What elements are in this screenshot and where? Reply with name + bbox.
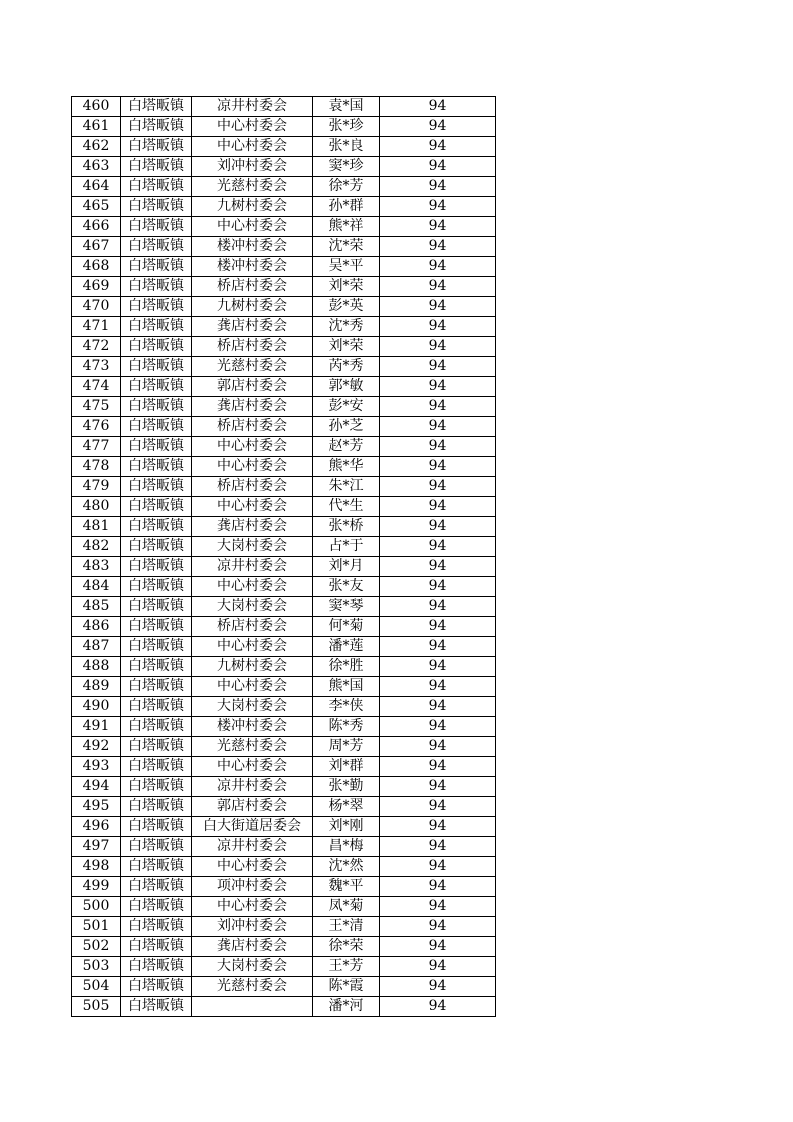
- row-number-cell: 469: [72, 277, 121, 297]
- score-cell: 94: [380, 657, 496, 677]
- town-cell: 白塔畈镇: [121, 297, 192, 317]
- village-committee-cell: 凉井村委会: [192, 97, 313, 117]
- town-cell: 白塔畈镇: [121, 877, 192, 897]
- score-cell: 94: [380, 497, 496, 517]
- score-cell: 94: [380, 557, 496, 577]
- person-name-cell: 代*生: [313, 497, 380, 517]
- village-committee-cell: 桥店村委会: [192, 617, 313, 637]
- table-row: [72, 377, 496, 397]
- town-cell: 白塔畈镇: [121, 677, 192, 697]
- row-number-cell: 496: [72, 817, 121, 837]
- row-number-cell: 486: [72, 617, 121, 637]
- score-cell: 94: [380, 897, 496, 917]
- town-cell: 白塔畈镇: [121, 997, 192, 1017]
- table-row: [72, 757, 496, 777]
- table-row: [72, 677, 496, 697]
- row-number-cell: 505: [72, 997, 121, 1017]
- table-row: [72, 977, 496, 997]
- village-committee-cell: 白大街道居委会: [192, 817, 313, 837]
- row-number-cell: 479: [72, 477, 121, 497]
- row-number-cell: 495: [72, 797, 121, 817]
- score-cell: 94: [380, 757, 496, 777]
- table-row: [72, 117, 496, 137]
- person-name-cell: 周*芳: [313, 737, 380, 757]
- person-name-cell: 孙*芝: [313, 417, 380, 437]
- table-row: [72, 897, 496, 917]
- row-number-cell: 487: [72, 637, 121, 657]
- table-row: [72, 397, 496, 417]
- table-row: [72, 277, 496, 297]
- row-number-cell: 491: [72, 717, 121, 737]
- person-name-cell: 张*勤: [313, 777, 380, 797]
- village-committee-cell: 桥店村委会: [192, 477, 313, 497]
- person-name-cell: 沈*秀: [313, 317, 380, 337]
- town-cell: 白塔畈镇: [121, 957, 192, 977]
- row-number-cell: 465: [72, 197, 121, 217]
- town-cell: 白塔畈镇: [121, 477, 192, 497]
- town-cell: 白塔畈镇: [121, 117, 192, 137]
- score-cell: 94: [380, 777, 496, 797]
- roster-table: [71, 96, 496, 1017]
- row-number-cell: 489: [72, 677, 121, 697]
- person-name-cell: 刘*月: [313, 557, 380, 577]
- town-cell: 白塔畈镇: [121, 357, 192, 377]
- village-committee-cell: 中心村委会: [192, 637, 313, 657]
- village-committee-cell: 九树村委会: [192, 657, 313, 677]
- score-cell: 94: [380, 337, 496, 357]
- person-name-cell: 刘*荣: [313, 337, 380, 357]
- table-row: [72, 957, 496, 977]
- person-name-cell: 朱*江: [313, 477, 380, 497]
- town-cell: 白塔畈镇: [121, 577, 192, 597]
- village-committee-cell: 大岗村委会: [192, 957, 313, 977]
- table-row: [72, 557, 496, 577]
- village-committee-cell: 楼冲村委会: [192, 717, 313, 737]
- town-cell: 白塔畈镇: [121, 317, 192, 337]
- table-row: [72, 217, 496, 237]
- town-cell: 白塔畈镇: [121, 397, 192, 417]
- village-committee-cell: 凉井村委会: [192, 557, 313, 577]
- village-committee-cell: 光慈村委会: [192, 977, 313, 997]
- row-number-cell: 492: [72, 737, 121, 757]
- table-row: [72, 937, 496, 957]
- town-cell: 白塔畈镇: [121, 457, 192, 477]
- table-row: [72, 837, 496, 857]
- table-row: [72, 817, 496, 837]
- row-number-cell: 483: [72, 557, 121, 577]
- person-name-cell: 张*桥: [313, 517, 380, 537]
- score-cell: 94: [380, 137, 496, 157]
- table-row: [72, 477, 496, 497]
- town-cell: 白塔畈镇: [121, 897, 192, 917]
- person-name-cell: 潘*莲: [313, 637, 380, 657]
- village-committee-cell: 九树村委会: [192, 297, 313, 317]
- village-committee-cell: 大岗村委会: [192, 537, 313, 557]
- row-number-cell: 478: [72, 457, 121, 477]
- person-name-cell: 孙*群: [313, 197, 380, 217]
- town-cell: 白塔畈镇: [121, 177, 192, 197]
- score-cell: 94: [380, 697, 496, 717]
- table-row: [72, 537, 496, 557]
- village-committee-cell: 中心村委会: [192, 457, 313, 477]
- row-number-cell: 484: [72, 577, 121, 597]
- person-name-cell: 袁*国: [313, 97, 380, 117]
- table-row: [72, 197, 496, 217]
- row-number-cell: 497: [72, 837, 121, 857]
- person-name-cell: 彭*安: [313, 397, 380, 417]
- person-name-cell: 陈*霞: [313, 977, 380, 997]
- town-cell: 白塔畈镇: [121, 797, 192, 817]
- village-committee-cell: 龚店村委会: [192, 517, 313, 537]
- person-name-cell: 刘*刚: [313, 817, 380, 837]
- person-name-cell: 魏*平: [313, 877, 380, 897]
- person-name-cell: 杨*翠: [313, 797, 380, 817]
- table-row: [72, 577, 496, 597]
- table-row: [72, 97, 496, 117]
- person-name-cell: 昌*梅: [313, 837, 380, 857]
- village-committee-cell: 中心村委会: [192, 857, 313, 877]
- table-row: [72, 617, 496, 637]
- row-number-cell: 477: [72, 437, 121, 457]
- town-cell: 白塔畈镇: [121, 917, 192, 937]
- village-committee-cell: 龚店村委会: [192, 317, 313, 337]
- town-cell: 白塔畈镇: [121, 777, 192, 797]
- row-number-cell: 475: [72, 397, 121, 417]
- score-cell: 94: [380, 937, 496, 957]
- score-cell: 94: [380, 417, 496, 437]
- score-cell: 94: [380, 317, 496, 337]
- table-row: [72, 237, 496, 257]
- person-name-cell: 熊*国: [313, 677, 380, 697]
- table-row: [72, 997, 496, 1017]
- row-number-cell: 467: [72, 237, 121, 257]
- person-name-cell: 彭*英: [313, 297, 380, 317]
- score-cell: 94: [380, 597, 496, 617]
- town-cell: 白塔畈镇: [121, 157, 192, 177]
- row-number-cell: 494: [72, 777, 121, 797]
- row-number-cell: 470: [72, 297, 121, 317]
- table-row: [72, 417, 496, 437]
- village-committee-cell: 中心村委会: [192, 217, 313, 237]
- score-cell: 94: [380, 297, 496, 317]
- village-committee-cell: 中心村委会: [192, 117, 313, 137]
- village-committee-cell: [192, 997, 313, 1017]
- table-row: [72, 517, 496, 537]
- score-cell: 94: [380, 637, 496, 657]
- table-row: [72, 877, 496, 897]
- score-cell: 94: [380, 957, 496, 977]
- person-name-cell: 窦*珍: [313, 157, 380, 177]
- person-name-cell: 王*芳: [313, 957, 380, 977]
- person-name-cell: 李*侠: [313, 697, 380, 717]
- table-row: [72, 797, 496, 817]
- score-cell: 94: [380, 997, 496, 1017]
- table-row: [72, 597, 496, 617]
- village-committee-cell: 中心村委会: [192, 497, 313, 517]
- table-row: [72, 357, 496, 377]
- score-cell: 94: [380, 117, 496, 137]
- row-number-cell: 501: [72, 917, 121, 937]
- village-committee-cell: 桥店村委会: [192, 337, 313, 357]
- table-row: [72, 297, 496, 317]
- person-name-cell: 熊*祥: [313, 217, 380, 237]
- person-name-cell: 张*友: [313, 577, 380, 597]
- table-row: [72, 917, 496, 937]
- person-name-cell: 凤*菊: [313, 897, 380, 917]
- person-name-cell: 占*于: [313, 537, 380, 557]
- town-cell: 白塔畈镇: [121, 737, 192, 757]
- score-cell: 94: [380, 837, 496, 857]
- row-number-cell: 480: [72, 497, 121, 517]
- score-cell: 94: [380, 977, 496, 997]
- table-row: [72, 637, 496, 657]
- village-committee-cell: 中心村委会: [192, 137, 313, 157]
- town-cell: 白塔畈镇: [121, 437, 192, 457]
- score-cell: 94: [380, 437, 496, 457]
- town-cell: 白塔畈镇: [121, 817, 192, 837]
- score-cell: 94: [380, 857, 496, 877]
- score-cell: 94: [380, 217, 496, 237]
- town-cell: 白塔畈镇: [121, 417, 192, 437]
- town-cell: 白塔畈镇: [121, 717, 192, 737]
- table-row: [72, 437, 496, 457]
- village-committee-cell: 刘冲村委会: [192, 917, 313, 937]
- row-number-cell: 472: [72, 337, 121, 357]
- table-row: [72, 777, 496, 797]
- row-number-cell: 460: [72, 97, 121, 117]
- person-name-cell: 窦*琴: [313, 597, 380, 617]
- person-name-cell: 徐*芳: [313, 177, 380, 197]
- town-cell: 白塔畈镇: [121, 537, 192, 557]
- village-committee-cell: 中心村委会: [192, 437, 313, 457]
- row-number-cell: 500: [72, 897, 121, 917]
- town-cell: 白塔畈镇: [121, 637, 192, 657]
- score-cell: 94: [380, 277, 496, 297]
- town-cell: 白塔畈镇: [121, 277, 192, 297]
- village-committee-cell: 桥店村委会: [192, 277, 313, 297]
- score-cell: 94: [380, 257, 496, 277]
- score-cell: 94: [380, 537, 496, 557]
- village-committee-cell: 凉井村委会: [192, 777, 313, 797]
- town-cell: 白塔畈镇: [121, 217, 192, 237]
- person-name-cell: 刘*荣: [313, 277, 380, 297]
- score-cell: 94: [380, 197, 496, 217]
- village-committee-cell: 桥店村委会: [192, 417, 313, 437]
- village-committee-cell: 大岗村委会: [192, 697, 313, 717]
- person-name-cell: 何*菊: [313, 617, 380, 637]
- row-number-cell: 493: [72, 757, 121, 777]
- village-committee-cell: 中心村委会: [192, 757, 313, 777]
- town-cell: 白塔畈镇: [121, 857, 192, 877]
- town-cell: 白塔畈镇: [121, 257, 192, 277]
- score-cell: 94: [380, 617, 496, 637]
- row-number-cell: 502: [72, 937, 121, 957]
- person-name-cell: 陈*秀: [313, 717, 380, 737]
- table-row: [72, 657, 496, 677]
- row-number-cell: 504: [72, 977, 121, 997]
- village-committee-cell: 龚店村委会: [192, 937, 313, 957]
- person-name-cell: 徐*胜: [313, 657, 380, 677]
- score-cell: 94: [380, 517, 496, 537]
- score-cell: 94: [380, 157, 496, 177]
- person-name-cell: 张*良: [313, 137, 380, 157]
- roster-table-body: [72, 97, 496, 1017]
- row-number-cell: 499: [72, 877, 121, 897]
- table-row: [72, 257, 496, 277]
- score-cell: 94: [380, 737, 496, 757]
- score-cell: 94: [380, 577, 496, 597]
- score-cell: 94: [380, 237, 496, 257]
- score-cell: 94: [380, 677, 496, 697]
- row-number-cell: 503: [72, 957, 121, 977]
- town-cell: 白塔畈镇: [121, 517, 192, 537]
- table-row: [72, 177, 496, 197]
- village-committee-cell: 中心村委会: [192, 577, 313, 597]
- person-name-cell: 徐*荣: [313, 937, 380, 957]
- village-committee-cell: 项冲村委会: [192, 877, 313, 897]
- village-committee-cell: 光慈村委会: [192, 177, 313, 197]
- town-cell: 白塔畈镇: [121, 657, 192, 677]
- village-committee-cell: 九树村委会: [192, 197, 313, 217]
- score-cell: 94: [380, 357, 496, 377]
- town-cell: 白塔畈镇: [121, 137, 192, 157]
- village-committee-cell: 郭店村委会: [192, 797, 313, 817]
- person-name-cell: 潘*河: [313, 997, 380, 1017]
- person-name-cell: 沈*荣: [313, 237, 380, 257]
- score-cell: 94: [380, 877, 496, 897]
- table-row: [72, 157, 496, 177]
- row-number-cell: 481: [72, 517, 121, 537]
- score-cell: 94: [380, 477, 496, 497]
- row-number-cell: 485: [72, 597, 121, 617]
- town-cell: 白塔畈镇: [121, 377, 192, 397]
- village-committee-cell: 大岗村委会: [192, 597, 313, 617]
- town-cell: 白塔畈镇: [121, 937, 192, 957]
- town-cell: 白塔畈镇: [121, 837, 192, 857]
- row-number-cell: 461: [72, 117, 121, 137]
- row-number-cell: 468: [72, 257, 121, 277]
- town-cell: 白塔畈镇: [121, 337, 192, 357]
- village-committee-cell: 中心村委会: [192, 677, 313, 697]
- town-cell: 白塔畈镇: [121, 497, 192, 517]
- table-row: [72, 317, 496, 337]
- table-row: [72, 717, 496, 737]
- village-committee-cell: 光慈村委会: [192, 737, 313, 757]
- town-cell: 白塔畈镇: [121, 597, 192, 617]
- score-cell: 94: [380, 397, 496, 417]
- score-cell: 94: [380, 797, 496, 817]
- row-number-cell: 464: [72, 177, 121, 197]
- row-number-cell: 473: [72, 357, 121, 377]
- table-row: [72, 857, 496, 877]
- row-number-cell: 463: [72, 157, 121, 177]
- town-cell: 白塔畈镇: [121, 237, 192, 257]
- village-committee-cell: 凉井村委会: [192, 837, 313, 857]
- town-cell: 白塔畈镇: [121, 977, 192, 997]
- score-cell: 94: [380, 717, 496, 737]
- score-cell: 94: [380, 817, 496, 837]
- village-committee-cell: 刘冲村委会: [192, 157, 313, 177]
- village-committee-cell: 楼冲村委会: [192, 257, 313, 277]
- row-number-cell: 466: [72, 217, 121, 237]
- town-cell: 白塔畈镇: [121, 557, 192, 577]
- row-number-cell: 471: [72, 317, 121, 337]
- person-name-cell: 沈*然: [313, 857, 380, 877]
- village-committee-cell: 中心村委会: [192, 897, 313, 917]
- person-name-cell: 刘*群: [313, 757, 380, 777]
- person-name-cell: 王*清: [313, 917, 380, 937]
- score-cell: 94: [380, 377, 496, 397]
- table-row: [72, 457, 496, 477]
- town-cell: 白塔畈镇: [121, 757, 192, 777]
- person-name-cell: 熊*华: [313, 457, 380, 477]
- table-row: [72, 497, 496, 517]
- person-name-cell: 赵*芳: [313, 437, 380, 457]
- village-committee-cell: 郭店村委会: [192, 377, 313, 397]
- person-name-cell: 张*珍: [313, 117, 380, 137]
- row-number-cell: 488: [72, 657, 121, 677]
- village-committee-cell: 龚店村委会: [192, 397, 313, 417]
- row-number-cell: 490: [72, 697, 121, 717]
- row-number-cell: 476: [72, 417, 121, 437]
- row-number-cell: 482: [72, 537, 121, 557]
- row-number-cell: 462: [72, 137, 121, 157]
- table-row: [72, 737, 496, 757]
- town-cell: 白塔畈镇: [121, 697, 192, 717]
- score-cell: 94: [380, 917, 496, 937]
- person-name-cell: 芮*秀: [313, 357, 380, 377]
- village-committee-cell: 楼冲村委会: [192, 237, 313, 257]
- town-cell: 白塔畈镇: [121, 97, 192, 117]
- table-row: [72, 697, 496, 717]
- table-row: [72, 137, 496, 157]
- town-cell: 白塔畈镇: [121, 617, 192, 637]
- row-number-cell: 498: [72, 857, 121, 877]
- score-cell: 94: [380, 457, 496, 477]
- score-cell: 94: [380, 177, 496, 197]
- table-row: [72, 337, 496, 357]
- village-committee-cell: 光慈村委会: [192, 357, 313, 377]
- row-number-cell: 474: [72, 377, 121, 397]
- score-cell: 94: [380, 97, 496, 117]
- town-cell: 白塔畈镇: [121, 197, 192, 217]
- person-name-cell: 郭*敏: [313, 377, 380, 397]
- person-name-cell: 吴*平: [313, 257, 380, 277]
